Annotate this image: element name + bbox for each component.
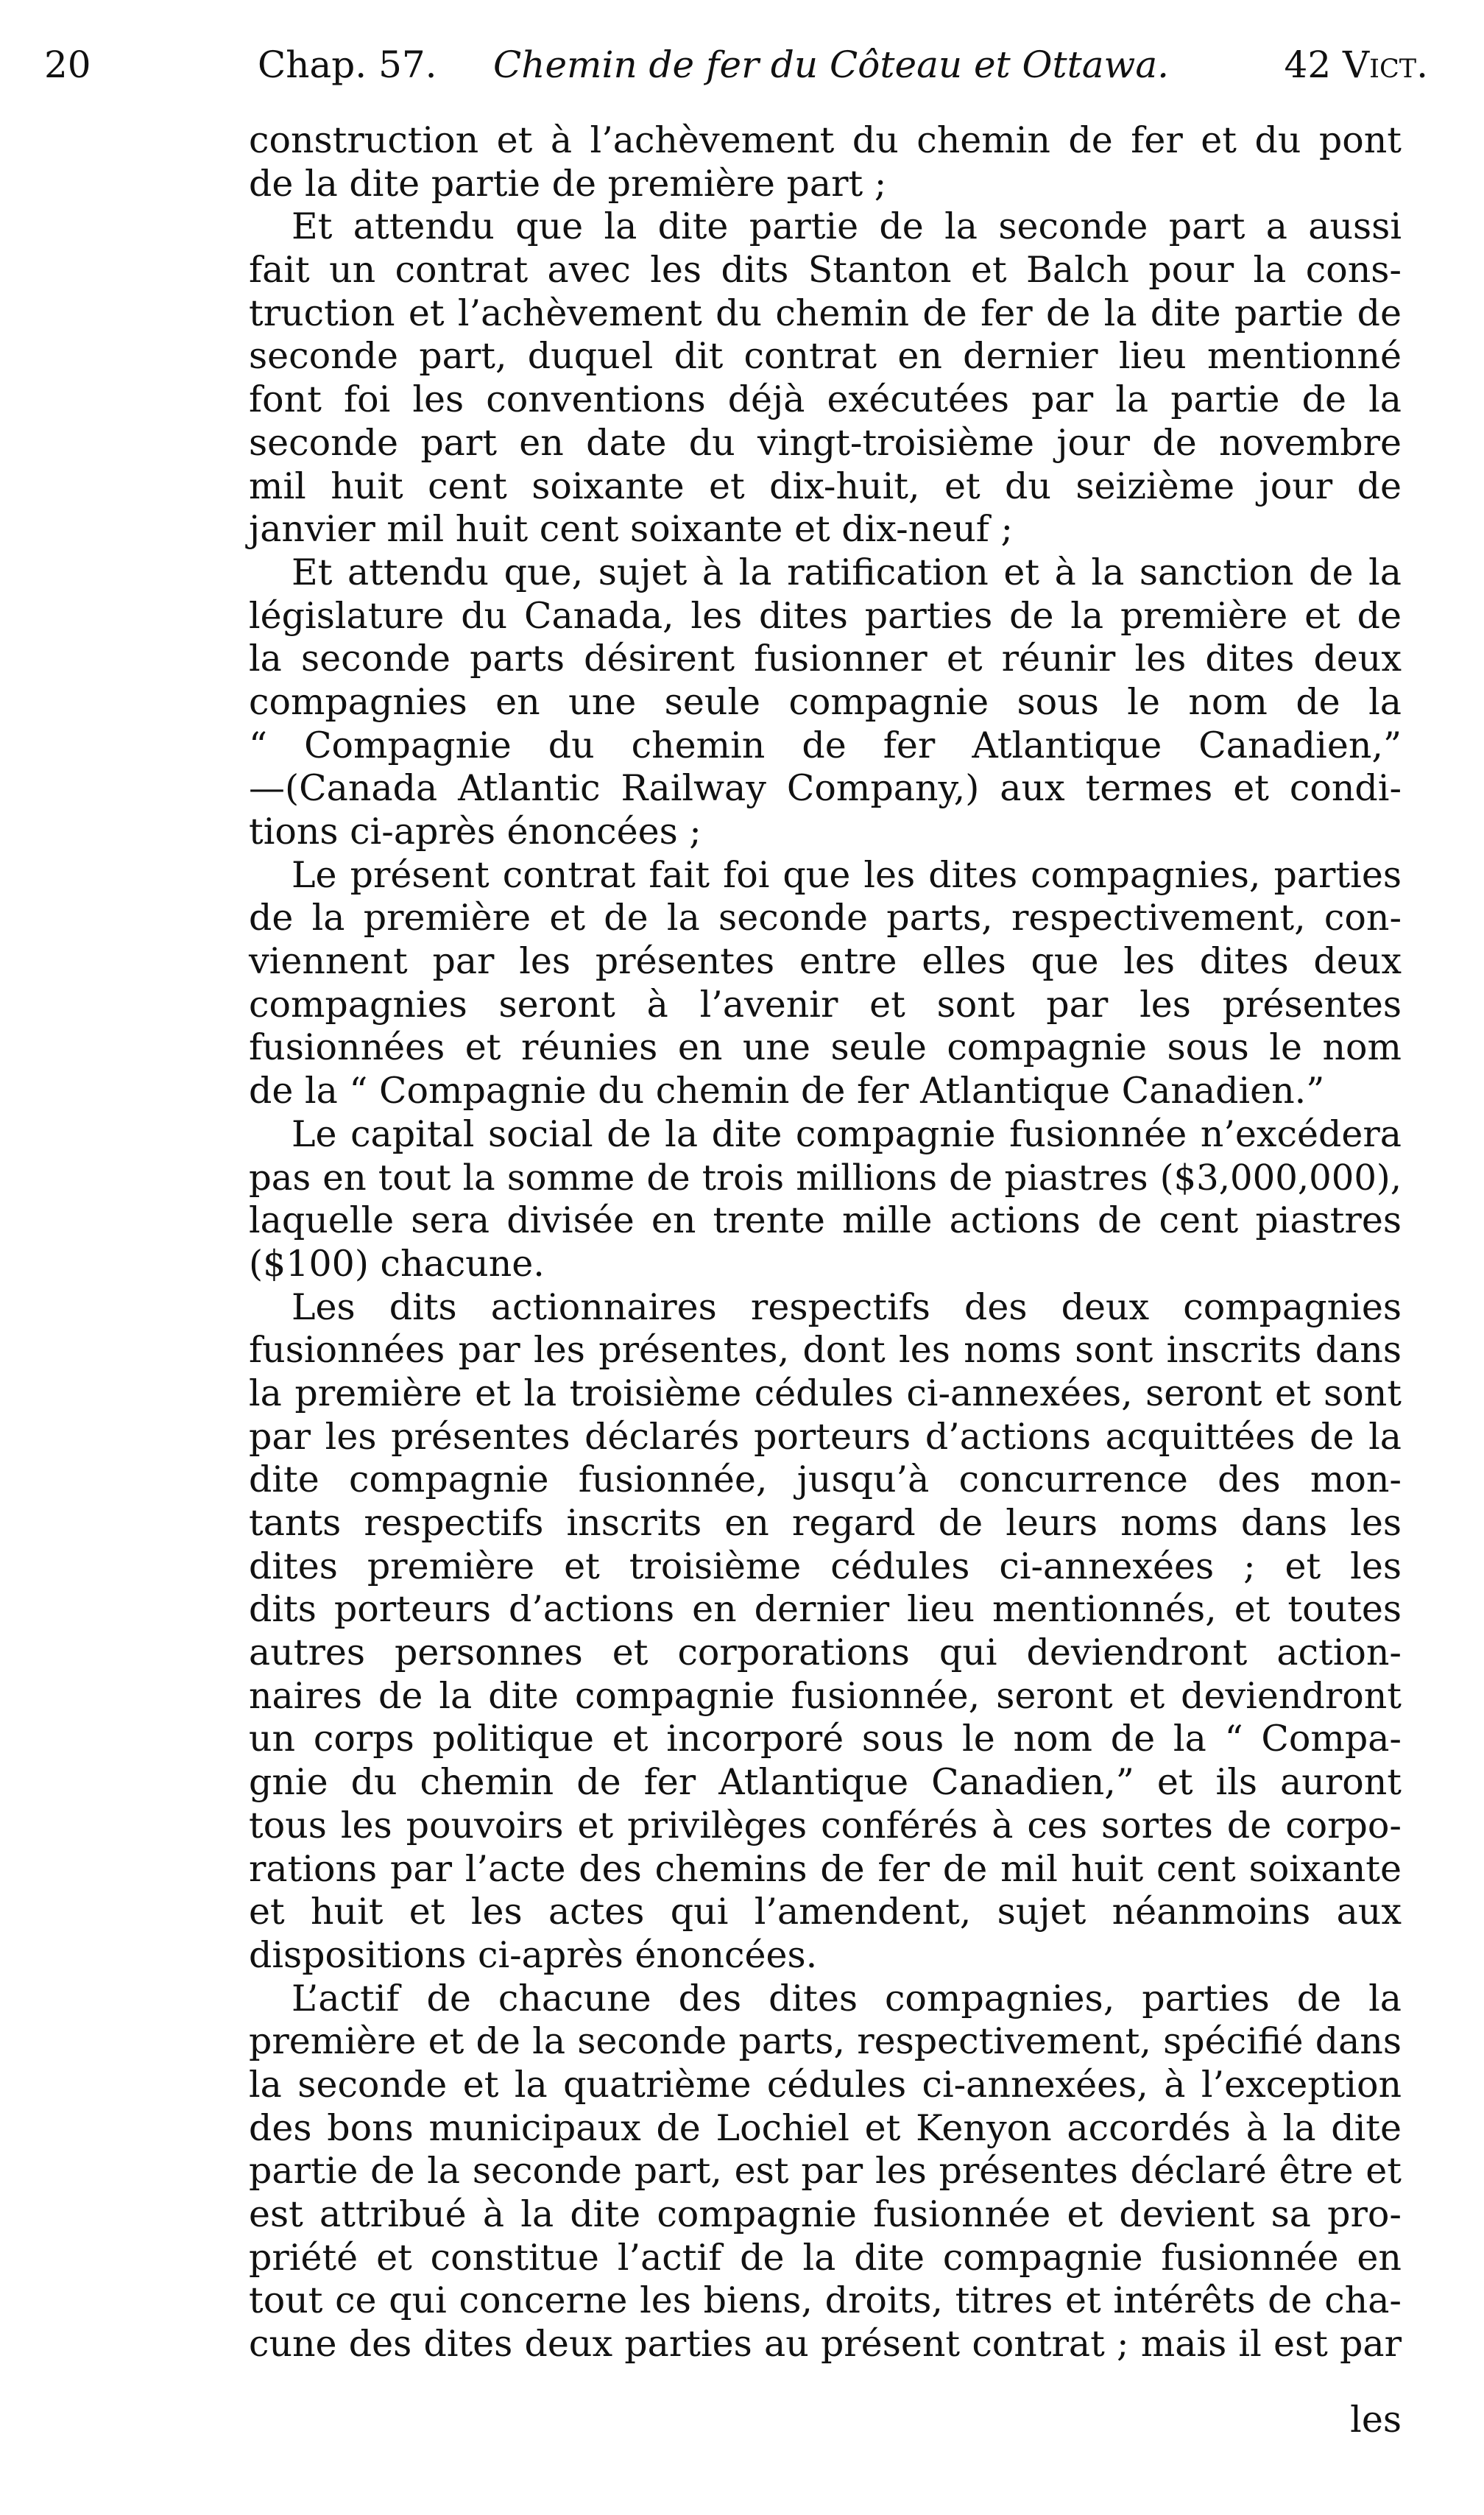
text-line: —(Canada Atlantic Railway Company,) aux termes et condi- (249, 767, 1402, 810)
text-line: rations par l’acte des chemins de fer de mil huit cent soixante (249, 1847, 1402, 1890)
text-line: des bons municipaux de Lochiel et Kenyon accordés à la dite (249, 2106, 1402, 2149)
text-line: dits porteurs d’actions en dernier lieu mentionnés, et toutes (249, 1588, 1402, 1631)
text-line: L’actif de chacune des dites compagnies, parties de la (292, 1977, 1402, 2020)
running-header (44, 35, 1428, 94)
text-line: janvier mil huit cent soixante et dix-neuf ; (249, 508, 1013, 551)
text-line: Et attendu que, sujet à la ratification et à la sanction de la (292, 551, 1402, 593)
text-line: Le présent contrat fait foi que les dites compagnies, parties (292, 853, 1402, 896)
text-line: la première et la troisième cédules ci-annexées, seront et sont (249, 1372, 1402, 1414)
text-line: autres personnes et corporations qui deviendront action- (249, 1632, 1402, 1674)
text-line: naires de la dite compagnie fusionnée, seront et deviendront (249, 1674, 1402, 1717)
text-line: tous les pouvoirs et privilèges conférés à ces sortes de corpo- (249, 1804, 1402, 1846)
chapter-label: Chap. 57. (258, 43, 437, 86)
text-line: laquelle sera divisée en trente mille actions de cent piastres (249, 1199, 1402, 1242)
text-line: dites première et troisième cédules ci-annexées ; et les (249, 1545, 1402, 1587)
text-line: partie de la seconde part, est par les présentes déclaré être et (249, 2150, 1402, 2193)
text-line: seconde part, duquel dit contrat en dernier lieu mentionné (249, 335, 1402, 378)
text-line: fusionnées par les présentes, dont les noms sont inscrits dans (249, 1329, 1402, 1372)
text-line: viennent par les présentes entre elles que les dites deux (249, 940, 1402, 983)
text-line: et huit et les actes qui l’amendent, sujet néanmoins aux (249, 1891, 1402, 1933)
text-line: la seconde parts désirent fusionner et réunir les dites deux (249, 638, 1402, 680)
body-text (249, 119, 1402, 2366)
text-line: tout ce qui concerne les biens, droits, titres et intérêts de cha- (249, 2279, 1402, 2322)
catchword: les (1350, 2399, 1402, 2441)
text-line: de la première et de la seconde parts, respectivement, con- (249, 897, 1402, 939)
text-line: fusionnées et réunies en une seule compagnie sous le nom (249, 1026, 1402, 1069)
text-line: priété et constitue l’actif de la dite compagnie fusionnée en (249, 2236, 1402, 2279)
text-line: compagnies en une seule compagnie sous le nom de la (249, 680, 1402, 723)
text-line: seconde part en date du vingt-troisième jour de novembre (249, 421, 1402, 464)
text-line: Les dits actionnaires respectifs des deux compagnies (292, 1285, 1402, 1328)
text-line: compagnies seront à l’avenir et sont par les présentes (249, 983, 1402, 1026)
text-line: de la dite partie de première part ; (249, 162, 887, 205)
text-line: ($100) chacune. (249, 1242, 545, 1285)
text-line: est attribué à la dite compagnie fusionnée et devient sa pro- (249, 2193, 1402, 2235)
text-line: législature du Canada, les dites parties de la première et de (249, 594, 1402, 637)
text-line: dite compagnie fusionnée, jusqu’à concurrence des mon- (249, 1458, 1402, 1501)
page-number: 20 (44, 43, 91, 86)
text-line: Le capital social de la dite compagnie fusionnée n’excédera (292, 1112, 1402, 1155)
text-line: cune des dites deux parties au présent contrat ; mais il est par (249, 2323, 1402, 2366)
text-line: première et de la seconde parts, respectivement, spécifié dans (249, 2020, 1402, 2063)
text-line: mil huit cent soixante et dix-huit, et du seizième jour de (249, 465, 1402, 507)
text-line: par les présentes déclarés porteurs d’actions acquittées de la (249, 1415, 1402, 1458)
regnal-year: 42 Vict. (1284, 43, 1428, 86)
text-line: la seconde et la quatrième cédules ci-annexées, à l’exception (249, 2063, 1402, 2106)
text-line: “ Compagnie du chemin de fer Atlantique Canadien,” (249, 724, 1402, 766)
text-line: dispositions ci-après énoncées. (249, 1933, 818, 1976)
text-line: un corps politique et incorporé sous le nom de la “ Compa- (249, 1718, 1402, 1760)
text-line: fait un contrat avec les dits Stanton et Balch pour la cons- (249, 249, 1402, 292)
text-line: gnie du chemin de fer Atlantique Canadien,” et ils auront (249, 1761, 1402, 1804)
running-title: Chemin de fer du Côteau et Ottawa. (493, 43, 1170, 86)
text-line: Et attendu que la dite partie de la seconde part a aussi (292, 205, 1402, 248)
text-line: tants respectifs inscrits en regard de leurs noms dans les (249, 1502, 1402, 1544)
text-line: tions ci-après énoncées ; (249, 811, 702, 853)
text-line: truction et l’achèvement du chemin de fer de la dite partie de (249, 292, 1402, 334)
text-line: construction et à l’achèvement du chemin de fer et du pont (249, 119, 1402, 161)
text-line: pas en tout la somme de trois millions de piastres ($3,000,000), (249, 1157, 1402, 1199)
text-line: de la “ Compagnie du chemin de fer Atlantique Canadien.” (249, 1070, 1325, 1112)
text-line: font foi les conventions déjà exécutées par la partie de la (249, 378, 1402, 421)
